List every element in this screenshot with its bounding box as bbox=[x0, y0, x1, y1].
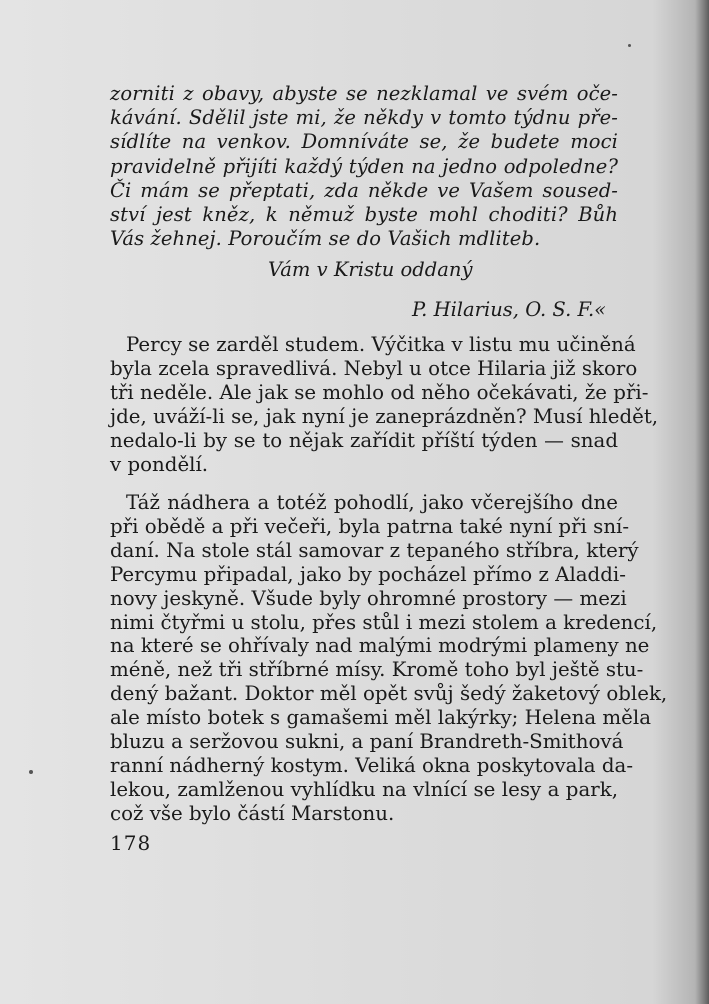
letter-line: ství jest kněz, k němuž byste mohl choditi? Bůh bbox=[110, 203, 618, 227]
letter-line: Vás žehnej. Poroučím se do Vašich mdliteb. bbox=[110, 227, 541, 251]
paragraph-line: nedalo-li by se to nějak zařídit příští týden — snad bbox=[110, 428, 618, 452]
paragraph-line: bluzu a seržovou sukni, a paní Brandreth-Smithová bbox=[110, 730, 624, 754]
paragraph-line: jde, uváží-li se, jak nyní je zaneprázdněn? Musí hledět, bbox=[110, 404, 659, 428]
letter-line: zorniti z obavy, abyste se nezklamal ve svém oče- bbox=[110, 82, 618, 105]
letter-closing: Vám v Kristu oddaný bbox=[268, 258, 473, 281]
letter-signature: P. Hilarius, O. S. F.« bbox=[412, 298, 607, 321]
paragraph-line: byla zcela spravedlivá. Nebyl u otce Hilaria již skoro bbox=[110, 356, 638, 380]
paragraph-line: tři neděle. Ale jak se mohlo od něho očekávati, že při- bbox=[110, 380, 649, 404]
paragraph-1 bbox=[110, 333, 659, 476]
scan-speck bbox=[628, 44, 631, 47]
paragraph-line: lekou, zamlženou vyhlídku na vlnící se lesy a park, bbox=[110, 777, 618, 801]
scan-speck bbox=[29, 770, 33, 774]
page-number: 178 bbox=[110, 831, 152, 855]
paragraph-line: na které se ohřívaly nad malými modrými plameny ne bbox=[110, 634, 650, 658]
paragraph-line: novy jeskyně. Všude byly ohromné prostory — mezi bbox=[110, 586, 627, 610]
letter-line: kávání. Sdělil jste mi, že někdy v tomto týdnu pře- bbox=[110, 106, 618, 130]
paragraph-line: méně, než tři stříbrné mísy. Kromě toho byl ještě stu- bbox=[110, 658, 644, 682]
paragraph-line: Táž nádhera a totéž pohodlí, jako včerejšího dne bbox=[126, 491, 618, 514]
paragraph-line: dený bažant. Doktor měl opět svůj šedý žaketový oblek, bbox=[110, 682, 668, 706]
letter-body bbox=[110, 82, 618, 251]
page-edge-shadow bbox=[695, 0, 709, 1004]
letter-line: sídlíte na venkov. Domníváte se, že budete moci bbox=[110, 130, 618, 154]
paragraph-2 bbox=[110, 491, 668, 826]
paragraph-line: při obědě a při večeři, byla patrna také nyní při sní- bbox=[110, 514, 630, 538]
letter-line: Či mám se přeptati, zda někde ve Vašem soused- bbox=[110, 178, 618, 202]
paragraph-line: ale místo botek s gamašemi měl lakýrky; Helena měla bbox=[110, 706, 651, 730]
paragraph-line: daní. Na stole stál samovar z tepaného stříbra, který bbox=[110, 538, 639, 562]
paragraph-line: ranní nádherný kostym. Veliká okna poskytovala da- bbox=[110, 753, 634, 777]
paragraph-line: nimi čtyřmi u stolu, přes stůl i mezi stolem a kredencí, bbox=[110, 610, 658, 634]
paragraph-line: což vše bylo částí Marstonu. bbox=[110, 801, 395, 825]
paragraph-line: Percymu připadal, jako by pocházel přímo z Aladdi- bbox=[110, 562, 626, 586]
paragraph-line: Percy se zarděl studem. Výčitka v listu mu učiněná bbox=[126, 333, 636, 356]
paragraph-line: v pondělí. bbox=[110, 452, 209, 476]
letter-line: pravidelně přijíti každý týden na jedno odpoledne? bbox=[110, 154, 618, 178]
